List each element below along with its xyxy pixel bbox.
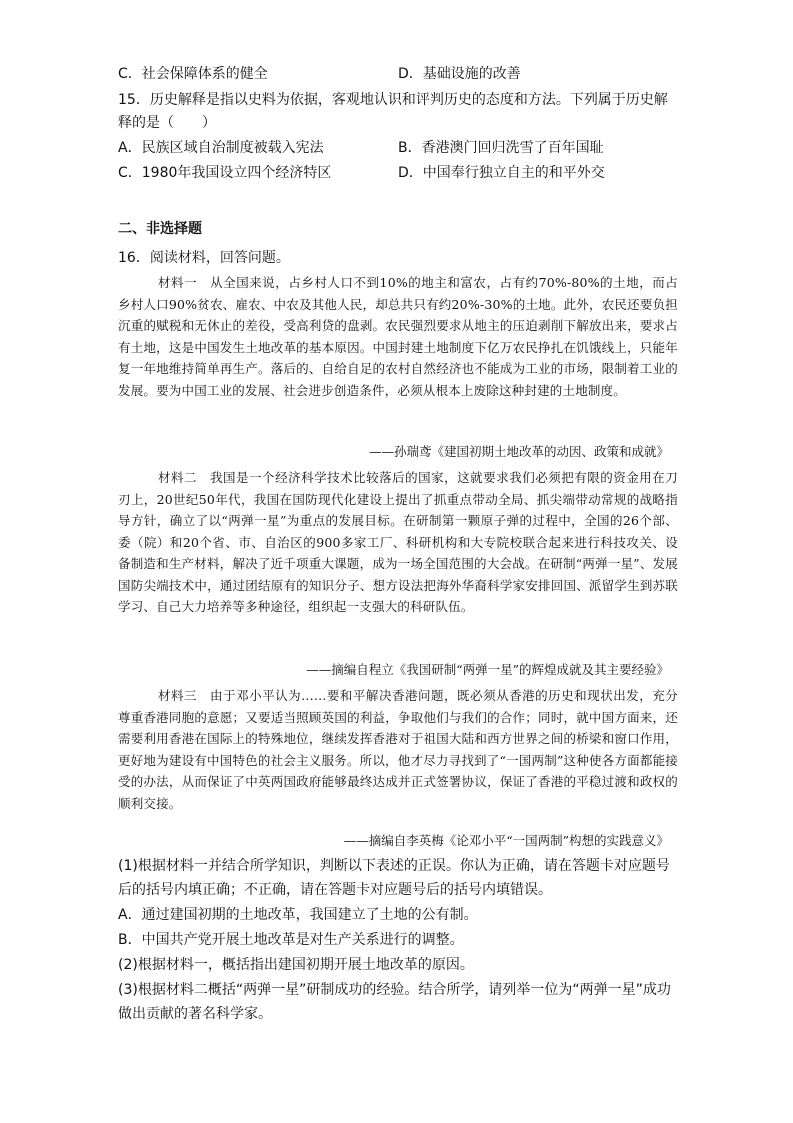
q15-option-c: C．1980年我国设立四个经济特区 <box>118 165 332 181</box>
material-2-text: 材料二 我国是一个经济科学技术比较落后的国家，这就要求我们必须把有限的资金用在刀刃上，20世纪50年代，我国在国防现代化建设上提出了抓重点带动全局、抓尖端带动常规的战略指导方针，确立了以“两弹一星”为重点的发展目标。在研制第一颗原子弹的过程中，全国的26个部、委（院）和20个省、市、自治区的900多家工厂、科研机构和大专院校联合起来进行科技攻关、设备制造和生产材料，解决了近千项重大课题，成为一场全国范围的大会战。在研制“两弹一星”、发展国防尖端技术中，通过团结原有的知识分子、想方设法把海外华裔科学家安排回国、派留学生到苏联学习、自己大力培养等多种途径，组织起一支强大的科研队伍。 <box>118 470 678 614</box>
material-3 <box>118 685 678 814</box>
material-2-source: ——摘编自程立《我国研制“两弹一星”的辉煌成就及其主要经验》 <box>306 662 669 677</box>
q16-sub1-line2: 后的括号内填正确；不正确，请在答题卡对应题号后的括号内填错误。 <box>118 882 552 898</box>
material-3-source: ——摘编自李英梅《论邓小平“一国两制”构想的实践意义》 <box>343 833 669 848</box>
q15-option-d: D．中国奉行独立自主的和平外交 <box>398 165 605 181</box>
q16-sub1-a: A．通过建国初期的土地改革，我国建立了土地的公有制。 <box>118 907 478 923</box>
q16-sub1-b: B．中国共产党开展土地改革是对生产关系进行的调整。 <box>118 932 464 948</box>
material-1-source: ——孙瑞鸢《建国初期土地改革的动因、政策和成就》 <box>368 444 669 459</box>
q16-intro: 16．阅读材料，回答问题。 <box>118 250 290 266</box>
q15-option-a: A．民族区域自治制度被载入宪法 <box>118 140 324 156</box>
q16-sub3-line1: (3)根据材料二概括“两弹一星”研制成功的经验。结合所学，请列举一位为“两弹一星”成功 <box>118 982 671 998</box>
q14-option-d: D．基础设施的改善 <box>398 66 521 82</box>
q16-sub3-line2: 做出贡献的著名科学家。 <box>118 1006 272 1022</box>
section-heading: 二、非选择题 <box>118 221 202 237</box>
material-2 <box>118 467 678 618</box>
q14-option-c: C．社会保障体系的健全 <box>118 66 268 82</box>
q16-sub1-line1: (1)根据材料一并结合所学知识，判断以下表述的正误。你认为正确，请在答题卡对应题号 <box>118 858 670 874</box>
q15-option-b: B．香港澳门回归洗雪了百年国耻 <box>398 140 604 156</box>
material-1 <box>118 272 678 401</box>
material-3-text: 材料三 由于邓小平认为……要和平解决香港问题，既必须从香港的历史和现状出发，充分尊重香港同胞的意愿；又要适当照顾英国的利益，争取他们与我们的合作；同时，就中国方面来，还需要利用香港在国际上的特殊地位，继续发挥香港对于祖国大陆和西方世界之间的桥梁和窗口作用，更好地为建设有中国特色的社会主义服务。所以，他才尽力寻找到了“一国两制”这种使各方面都能接受的办法，从而保证了中英两国政府能够最终达成并正式签署协议，保证了香港的平稳过渡和政权的顺利交接。 <box>118 688 678 811</box>
q15-stem-line1: 15．历史解释是指以史料为依据，客观地认识和评判历史的态度和方法。下列属于历史解 <box>118 92 668 108</box>
material-1-text: 材料一 从全国来说，占乡村人口不到10%的地主和富农，占有约70%-80%的土地，而占乡村人口90%贫农、雇农、中农及其他人民，却总共只有约20%-30%的土地。此外，农民还要负担沉重的赋税和无休止的差役，受高利贷的盘剥。农民强烈要求从地主的压迫剥削下解放出来，要求占有土地，这是中国发生土地改革的基本原因。中国封建土地制度下亿万农民挣扎在饥饿线上，只能年复一年地维持简单再生产。落后的、自给自足的农村自然经济也不能成为工业的市场，限制着工业的发展。要为中国工业的发展、社会进步创造条件，必须从根本上废除这种封建的土地制度。 <box>118 275 678 398</box>
q15-stem-line2: 释的是（ ） <box>118 115 216 131</box>
q16-sub2: (2)根据材料一，概括指出建国初期开展土地改革的原因。 <box>118 957 474 973</box>
